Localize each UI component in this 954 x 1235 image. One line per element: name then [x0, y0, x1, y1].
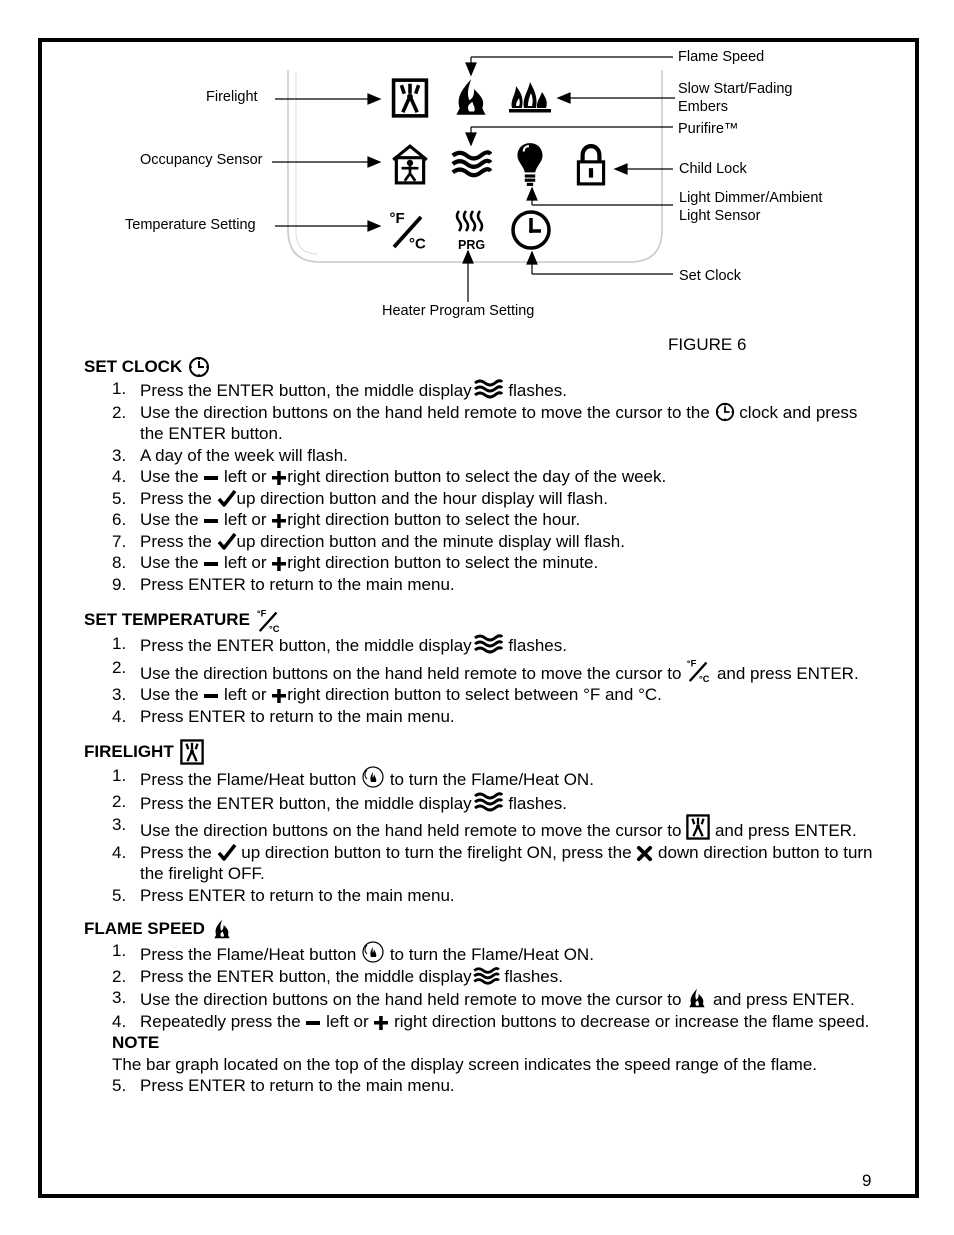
step-text: Press the ENTER button, the middle display: [140, 636, 472, 655]
clock-icon: [513, 212, 549, 248]
step-text: right direction button to select the minute.: [287, 553, 599, 572]
list-item: [84, 885, 874, 907]
step-text: flashes.: [503, 381, 567, 400]
step-number: 2.: [112, 657, 127, 677]
list-item: [84, 378, 874, 402]
step-text: flashes.: [503, 793, 567, 813]
step-text: and press ENTER.: [710, 821, 857, 840]
step-number: 3.: [112, 445, 127, 465]
step-number: 2.: [112, 791, 127, 811]
occupancy-sensor-icon: [393, 146, 427, 183]
step-text: to turn the Flame/Heat ON.: [385, 770, 594, 789]
step-text: up direction button and the hour display will flash.: [236, 488, 608, 508]
step-text: left or: [219, 553, 272, 572]
list-item: [84, 842, 874, 885]
step-text: to turn the Flame/Heat ON.: [385, 945, 594, 964]
step-text: Press the Flame/Heat button: [140, 770, 362, 789]
flame-heat-button-icon: [361, 765, 385, 789]
step-text: and press ENTER.: [712, 663, 859, 683]
step-text: Press the: [140, 842, 217, 862]
temperature-icon: [686, 657, 712, 683]
clock-icon: [715, 402, 735, 422]
step-number: 8.: [112, 553, 127, 572]
step-text: Use the: [140, 553, 204, 572]
step-number: 2.: [112, 966, 127, 986]
purifire-icon: [453, 152, 491, 175]
step-text: left or: [219, 510, 272, 529]
x-icon: [636, 845, 653, 862]
step-text: Press the: [140, 488, 217, 508]
step-text: Use the: [140, 467, 204, 486]
list-item: [84, 445, 874, 467]
waves-icon: [472, 633, 504, 655]
list-item: [84, 552, 874, 574]
heading-text: SET TEMPERATURE: [84, 610, 250, 630]
embers-icon: [509, 82, 551, 113]
label-set-clock: Set Clock: [679, 268, 742, 284]
waves-icon: [472, 378, 504, 400]
list-item: [84, 765, 874, 791]
step-text: up direction button and the minute display will flash.: [236, 531, 625, 551]
heading-text: SET CLOCK: [84, 357, 183, 377]
list-item: [84, 633, 874, 657]
clock-icon: [188, 356, 210, 378]
note-text: The bar graph located on the top of the display screen indicates the speed range of the flame.: [112, 1054, 818, 1074]
label-light-sensor: Light Sensor: [679, 208, 761, 224]
list-item: [84, 1075, 874, 1097]
minus-icon: [203, 513, 219, 529]
step-text: Press the ENTER button, the middle display: [140, 381, 472, 400]
step-text: right direction button to select between °F and °C.: [287, 685, 662, 704]
step-number: 6.: [112, 510, 127, 529]
minus-icon: [203, 470, 219, 486]
list-item: [84, 791, 874, 815]
label-slow-start: Slow Start/Fading: [678, 81, 793, 97]
step-text: Use the: [140, 685, 204, 704]
plus-icon: [271, 513, 287, 529]
plus-icon: [271, 556, 287, 572]
step-text: Press ENTER to return to the main menu.: [140, 574, 455, 594]
section-flame-speed: [84, 918, 874, 1097]
minus-icon: [305, 1015, 321, 1031]
step-text: Press the ENTER button, the middle display: [140, 966, 472, 986]
flame-speed-icon: [211, 918, 233, 940]
step-number: 4.: [112, 1011, 127, 1031]
label-flame-speed: Flame Speed: [678, 49, 765, 65]
step-text: left or: [321, 1011, 374, 1031]
list-item: [84, 966, 874, 988]
list-item: [84, 987, 874, 1011]
bulb-icon: [517, 143, 542, 186]
list-item: [84, 657, 874, 685]
flame-speed-icon: [456, 79, 485, 115]
step-number: 1.: [112, 766, 127, 785]
list-item: [84, 684, 874, 706]
section-heading: [84, 607, 874, 633]
step-text: up direction button to turn the firelight ON, press the: [236, 842, 637, 862]
step-text: Press the ENTER button, the middle display: [140, 793, 472, 813]
plus-icon: [373, 1015, 389, 1031]
list-item: [84, 814, 874, 842]
label-heater-program: Heater Program Setting: [382, 303, 535, 319]
heading-text: FIRELIGHT: [84, 742, 174, 762]
section-set-clock: [84, 356, 874, 595]
step-number: 3.: [112, 815, 127, 834]
step-text: down direction button to turn the firelight OFF.: [140, 842, 873, 883]
list-item: [84, 466, 874, 488]
section-firelight: [84, 739, 874, 906]
heater-program-icon: [457, 211, 482, 231]
step-number: 5.: [112, 885, 127, 905]
list-item: [84, 574, 874, 596]
step-number: 4.: [112, 842, 127, 862]
step-text: Use the direction buttons on the hand held remote to move the cursor to the: [140, 402, 715, 422]
check-icon: [217, 531, 237, 551]
check-icon: [217, 842, 237, 862]
list-item: [84, 1011, 874, 1033]
step-text: flashes.: [499, 966, 563, 986]
temperature-icon: [256, 607, 282, 633]
step-text: Press the: [140, 531, 217, 551]
step-number: 1.: [112, 941, 127, 960]
temperature-icon: [390, 210, 426, 253]
list-item: [84, 531, 874, 553]
plus-icon: [271, 470, 287, 486]
step-number: 7.: [112, 531, 127, 551]
step-number: 4.: [112, 467, 127, 486]
list-item: [84, 402, 874, 445]
note-heading: NOTE: [112, 1033, 160, 1052]
flame-speed-icon: [686, 987, 708, 1009]
figure-caption: FIGURE 6: [668, 335, 747, 354]
step-text: right direction buttons to decrease or increase the flame speed.: [389, 1011, 870, 1031]
step-text: Press ENTER to return to the main menu.: [140, 885, 455, 905]
section-heading: [84, 739, 874, 765]
minus-icon: [203, 688, 219, 704]
label-firelight: Firelight: [206, 89, 258, 105]
minus-icon: [203, 556, 219, 572]
label-light-dimmer: Light Dimmer/Ambient: [679, 190, 823, 206]
label-purifire: Purifire™: [678, 121, 739, 137]
step-text: and press ENTER.: [708, 990, 855, 1009]
step-number: 9.: [112, 574, 127, 594]
check-icon: [217, 488, 237, 508]
step-number: 5.: [112, 1076, 127, 1095]
list-item: [84, 509, 874, 531]
label-occupancy-sensor: Occupancy Sensor: [140, 152, 263, 168]
step-text: flashes.: [503, 636, 567, 655]
step-text: Use the direction buttons on the hand held remote to move the cursor to: [140, 990, 687, 1009]
step-text: Use the direction buttons on the hand held remote to move the cursor to: [140, 663, 687, 683]
firelight-icon: [180, 739, 204, 765]
step-list: [84, 1075, 874, 1097]
firelight-icon: [394, 80, 427, 116]
flame-heat-button-icon: [361, 940, 385, 964]
step-list: [84, 378, 874, 595]
label-child-lock: Child Lock: [679, 161, 747, 177]
step-list: [84, 633, 874, 727]
label-temperature-setting: Temperature Setting: [125, 217, 256, 233]
step-number: 1.: [112, 634, 127, 653]
list-item: [84, 940, 874, 966]
step-list: [84, 765, 874, 906]
lock-icon: [578, 146, 603, 184]
waves-icon: [472, 966, 500, 986]
page-number: 9: [862, 1171, 872, 1190]
heading-text: FLAME SPEED: [84, 919, 205, 939]
figure-6-diagram: [0, 0, 954, 340]
list-item: [84, 706, 874, 728]
step-text: right direction button to select the hour.: [287, 510, 581, 529]
step-text: A day of the week will flash.: [140, 445, 348, 465]
step-text: Press ENTER to return to the main menu.: [140, 706, 455, 726]
step-text: Press the Flame/Heat button: [140, 945, 362, 964]
waves-icon: [472, 791, 504, 813]
section-heading: [84, 356, 874, 378]
section-heading: [84, 918, 874, 940]
step-number: 3.: [112, 988, 127, 1007]
step-number: 1.: [112, 379, 127, 398]
plus-icon: [271, 688, 287, 704]
step-text: clock and press the ENTER button.: [140, 402, 858, 443]
step-number: 5.: [112, 488, 127, 508]
step-text: right direction button to select the day of the week.: [287, 467, 667, 486]
section-set-temperature: [84, 607, 874, 727]
step-text: left or: [219, 685, 272, 704]
step-number: 4.: [112, 706, 127, 726]
firelight-icon: [686, 814, 710, 840]
step-text: left or: [219, 467, 272, 486]
instructions: [84, 356, 874, 1109]
label-embers: Embers: [678, 99, 728, 115]
step-number: 3.: [112, 685, 127, 704]
step-list: [84, 940, 874, 1032]
step-text: Use the direction buttons on the hand held remote to move the cursor to: [140, 821, 687, 840]
step-text: Use the: [140, 510, 204, 529]
diagram-lines: [0, 0, 954, 340]
step-number: 2.: [112, 402, 127, 422]
step-text: Repeatedly press the: [140, 1011, 306, 1031]
prg-label: PRG: [458, 238, 486, 252]
step-text: Press ENTER to return to the main menu.: [140, 1076, 455, 1095]
list-item: [84, 488, 874, 510]
